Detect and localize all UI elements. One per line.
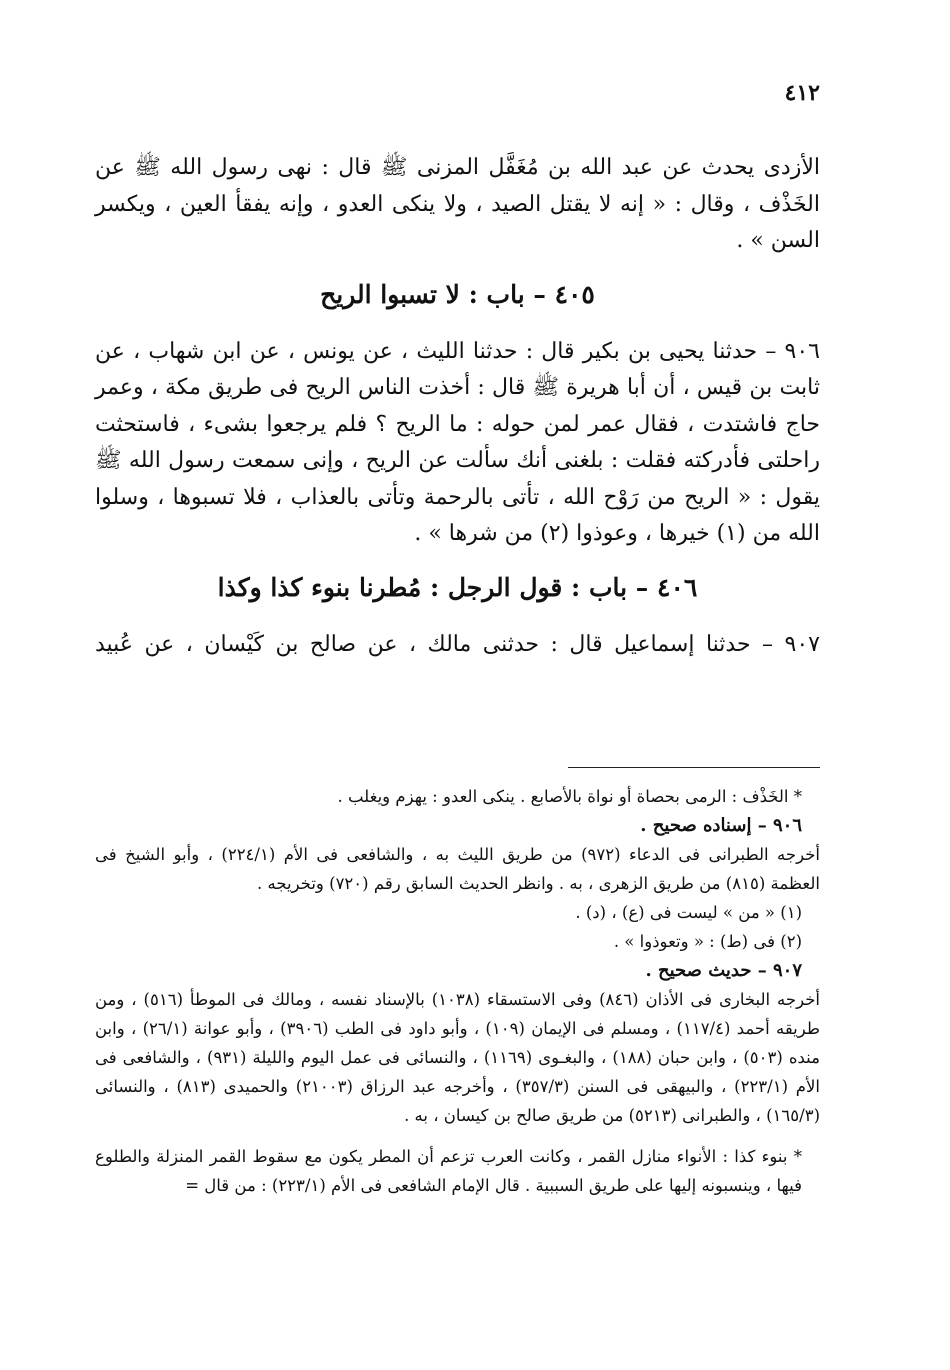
footnote-907-takhrij: أخرجه البخارى فى الأذان (٨٤٦) وفى الاستسقاء (١٠٣٨) بالإسناد نفسه ، ومالك فى الموطأ (٥١٦) ، ومن طريقه أحمد (١١٧/٤) ، ومسلم فى الإيمان (١٠٩) ، وأبو داود فى الطب (٣٩٠٦) ، وأبو عوانة (٢٦/١) ، وابن منده (٥٠٣) ، وابن حبان (١٨٨) ، والبغـوى (١١٦٩) ، والنسائى فى عمل اليوم والليلة (٩٣١) ، والشافعى فى الأم (٢٢٣/١) ، والبيهقى فى السنن (٣٥٧/٣) ، وأخرجه عبد الرزاق (٢١٠٠٣) والحميدى (٨١٣) ، والنسائى (١٦٥/٣) ، والطبرانى (٥٢١٣) من طريق صالح بن كيسان ، به . (95, 990, 820, 1125)
footnote-906-grade: ٩٠٦ – إسناده صحيح . (640, 815, 802, 836)
footnote-variant-1: (١) « من » ليست فى (ع) ، (د) . (575, 903, 802, 922)
hadith-906: ٩٠٦ – حدثنا يحيى بن بكير قال : حدثنا الليث ، عن يونس ، عن ابن شهاب ، عن ثابت بن قيس ، أن أبا هريرة ﷺ قال : أخذت الناس الريح فى طريق مكة ، وعمر حاج فاشتدت ، فقال عمر لمن حوله : ما الريح ؟ فلم يرجعوا بشىء ، فاستحثت راحلتى فأدركته فقلت : بلغنى أنك سألت عن الريح ، وإنى سمعت رسول الله ﷺ يقول : « الريح من رَوْح الله ، تأتى بالرحمة وتأتى بالعذاب ، فلا تسبوها ، وسلوا الله من (١) خيرها ، وعوذوا (٢) من شرها » . (95, 338, 820, 546)
footnote-separator (568, 767, 820, 768)
book-page (95, 70, 820, 1340)
footnotes-section (95, 782, 820, 1200)
footnote-khadhf: * الخَذْف : الرمى بحصاة أو نواة بالأصابع . ينكى العدو : يهزم ويغلب . (337, 787, 802, 806)
main-text (95, 150, 820, 663)
chapter-heading-405: ٤٠٥ – باب : لا تسبوا الريح (320, 279, 595, 309)
hadith-907: ٩٠٧ – حدثنا إسماعيل قال : حدثنى مالك ، عن صالح بن كَيْسان ، عن عُبيد (95, 631, 820, 657)
footnote-anwa: * بنوء كذا : الأنواء منازل القمر ، وكانت العرب تزعم أن المطر يكون مع سقوط القمر المنزلة والطلوع فيها ، وينسبونه إليها على طريق السببية . قال الإمام الشافعى فى الأم (٢٢٣/١) : من قال = (95, 1147, 802, 1195)
footnote-907-grade: ٩٠٧ – حديث صحيح . (645, 960, 802, 981)
footnote-906-takhrij: أخرجه الطبرانى فى الدعاء (٩٧٢) من طريق الليث به ، والشافعى فى الأم (٢٢٤/١) ، وأبو الشيخ فى العظمة (٨١٥) من طريق الزهرى ، به . وانظر الحديث السابق رقم (٧٢٠) وتخريجه . (95, 845, 820, 893)
page-number: ٤١٢ (784, 80, 820, 106)
opening-paragraph: الأزدى يحدث عن عبد الله بن مُغَفَّل المزنى ﷺ قال : نهى رسول الله ﷺ عن الخَذْف ، وقال : « إنه لا يقتل الصيد ، ولا ينكى العدو ، وإنه يفقأ العين ، ويكسر السن » . (95, 155, 820, 253)
footnote-variant-2: (٢) فى (ط) : « وتعوذوا » . (613, 932, 802, 951)
chapter-heading-406: ٤٠٦ – باب : قول الرجل : مُطرنا بنوء كذا وكذا (217, 572, 698, 602)
